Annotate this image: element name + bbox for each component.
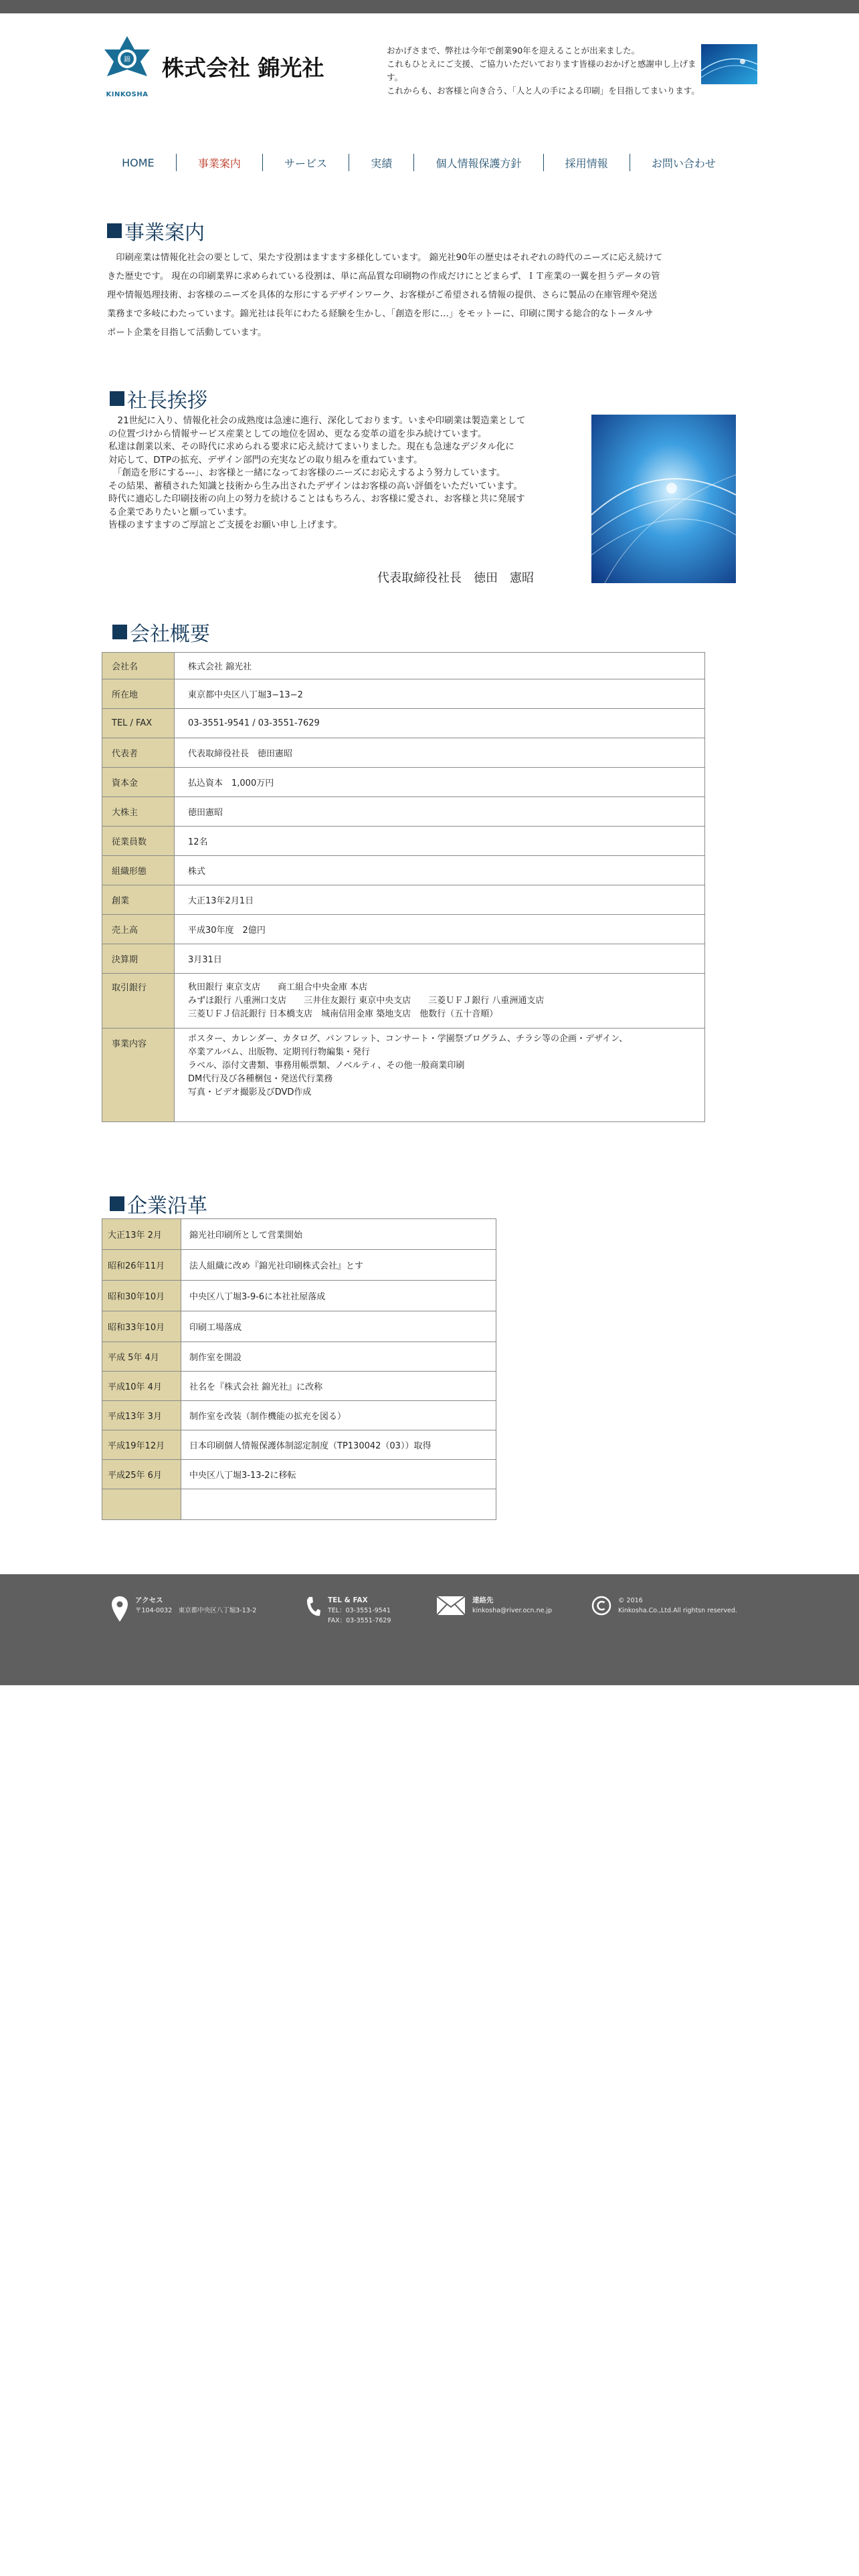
mail-icon [436, 1596, 466, 1616]
table-key: TEL / FAX [102, 709, 175, 738]
header-message-line: これもひとえにご支援、ご協力いただいております皆様のおかげと感謝申し上げます。 [387, 59, 696, 82]
table-row [102, 1372, 496, 1401]
table-value: 錦光社印刷所として営業開始 [181, 1219, 496, 1250]
table-value: 3月31日 [175, 944, 705, 974]
greeting-line: 時代に適応した印刷技術の向上の努力を続けることはもちろん、お客様に愛され、お客様と共に発展す [108, 494, 525, 504]
business-line: 業務まで多岐にわたっています。錦光社は長年にわたる経験を生かし、「創造を形に…」をモットーに、印刷に関する総合的なトータルサ [107, 309, 654, 319]
footer-access[interactable] [111, 1596, 256, 1622]
header-message [387, 44, 702, 98]
table-key: 昭和26年11月 [102, 1250, 181, 1281]
table-key: 創業 [102, 885, 175, 915]
table-key: 平成25年 6月 [102, 1460, 181, 1489]
table-row [102, 1342, 496, 1372]
footer-tel[interactable] [305, 1596, 391, 1626]
table-row [102, 1430, 496, 1460]
table-row [102, 827, 705, 856]
greeting-line: 私達は創業以来、その時代に求められる要求に応え続けてまいりました。現在も急速なデジタル化に [108, 441, 514, 452]
table-row [102, 679, 705, 709]
table-row [102, 885, 705, 915]
business-line: きた歴史です。 現在の印刷業界に求められている役割は、単に高品質な印刷物の作成だけにとどまらず、ＩＴ産業の一翼を担うデータの管 [107, 272, 660, 282]
table-row [102, 653, 705, 679]
title-square-icon [112, 625, 127, 639]
table-value: 株式 [175, 856, 705, 885]
table-row [102, 1460, 496, 1489]
title-square-icon [110, 391, 124, 406]
main-nav [100, 152, 737, 173]
table-value: 法人組織に改め『錦光社印刷株式会社』とす [181, 1250, 496, 1281]
table-value: 大正13年2月1日 [175, 885, 705, 915]
table-row [102, 1311, 496, 1342]
svg-text:錦: 錦 [124, 56, 130, 64]
nav-works[interactable]: 実績 [371, 156, 393, 170]
section-title-text: 会社概要 [130, 623, 210, 646]
table-row [102, 944, 705, 974]
section-title-text: 事業案内 [124, 221, 205, 245]
table-value: 社名を『株式会社 錦光社』に改称 [181, 1372, 496, 1401]
table-value [181, 1489, 496, 1520]
header-message-line: これからも、お客様と向き合う、「人と人の手による印刷」を目指してまいります。 [387, 86, 700, 96]
table-key: 事業内容 [102, 1029, 175, 1122]
nav-privacy[interactable]: 個人情報保護方針 [436, 156, 522, 170]
footer-tel-title: TEL & FAX [328, 1596, 368, 1604]
title-square-icon [110, 1196, 124, 1211]
table-key: 売上高 [102, 915, 175, 944]
bank-line: 三菱ＵＦＪ信託銀行 日本橋支店 城南信用金庫 築地支店 他数行（五十音順） [188, 1008, 498, 1019]
section-title-profile [112, 617, 210, 647]
logo-text: KINKOSHA [106, 91, 149, 98]
company-profile-table [102, 652, 705, 1122]
table-key: 昭和30年10月 [102, 1281, 181, 1311]
table-value: 代表取締役社長 徳田憲昭 [175, 738, 705, 768]
business-item: DM代行及び各種梱包・発送代行業務 [188, 1074, 333, 1084]
table-key: 所在地 [102, 679, 175, 709]
table-row [102, 1219, 496, 1250]
nav-contact[interactable]: お問い合わせ [651, 156, 716, 170]
section-title-business [107, 216, 205, 245]
table-key: 昭和33年10月 [102, 1311, 181, 1342]
business-line: ポート企業を目指して活動しています。 [107, 328, 267, 338]
bank-line: 秋田銀行 東京支店 商工組合中央金庫 本店 [188, 982, 368, 992]
table-value: 制作室を開設 [181, 1342, 496, 1372]
table-value: 制作室を改装（制作機能の拡充を図る） [181, 1401, 496, 1430]
business-item: ラベル、添付文書類、事務用帳票類、ノベルティ、その他一般商業印刷 [188, 1061, 465, 1071]
footer-fax-number: FAX：03-3551-7629 [328, 1617, 391, 1624]
table-key: 取引銀行 [102, 974, 175, 1029]
table-row [102, 1489, 496, 1520]
nav-recruit[interactable]: 採用情報 [565, 156, 608, 170]
footer-tel-number: TEL：03-3551-9541 [328, 1607, 391, 1614]
table-row [102, 974, 705, 1029]
table-value: 03-3551-9541 / 03-3551-7629 [175, 709, 705, 738]
top-bar [0, 0, 859, 13]
table-row [102, 768, 705, 797]
table-key: 平成10年 4月 [102, 1372, 181, 1401]
table-row [102, 1250, 496, 1281]
table-key [102, 1489, 181, 1520]
table-key: 平成13年 3月 [102, 1401, 181, 1430]
table-value: 払込資本 1,000万円 [175, 768, 705, 797]
copyright-text: Kinkosha.Co.,Ltd.All rightsn reserved. [618, 1607, 737, 1614]
greeting-line: その結果、蓄積された知識と技術から生み出されたデザインはお客様の高い評価をいただいています。 [108, 480, 522, 492]
nav-service[interactable]: サービス [284, 156, 328, 170]
table-key: 代表者 [102, 738, 175, 768]
table-value: 中央区八丁堀3-9-6に本社社屋落成 [181, 1281, 496, 1311]
table-value: 徳田憲昭 [175, 797, 705, 827]
company-name: 株式会社 錦光社 [162, 55, 324, 81]
company-logo[interactable] [102, 35, 153, 102]
table-key: 会社名 [102, 653, 175, 679]
table-key: 資本金 [102, 768, 175, 797]
footer-contact[interactable] [436, 1596, 552, 1616]
greeting-line: 「創造を形にする---」、お客様と一緒になってお客様のニーズにお応えするよう努力しています。 [108, 467, 506, 478]
greeting-line: の位置づけから情報サービス産業としての地位を固め、更なる変革の道を歩み続けています。 [108, 428, 487, 439]
table-value: 株式会社 錦光社 [175, 653, 705, 679]
table-key: 決算期 [102, 944, 175, 974]
table-row [102, 709, 705, 738]
header-image [701, 44, 757, 84]
table-key: 平成19年12月 [102, 1430, 181, 1460]
table-row [102, 1281, 496, 1311]
table-value: 東京都中央区八丁堀3−13−2 [175, 679, 705, 709]
footer-email[interactable]: kinkosha@river.ocn.ne.jp [472, 1607, 553, 1614]
header-message-line: おかげさまで、弊社は今年で創業90年を迎えることが出来ました。 [387, 45, 640, 56]
footer-contact-title: 連絡先 [472, 1596, 494, 1604]
table-key: 従業員数 [102, 827, 175, 856]
section-title-greeting [110, 384, 207, 413]
table-row [102, 856, 705, 885]
table-key: 大正13年 2月 [102, 1219, 181, 1250]
business-item: 写真・ビデオ撮影及びDVD作成 [188, 1087, 312, 1097]
footer-copyright [591, 1596, 737, 1616]
company-history-table [102, 1218, 496, 1520]
greeting-line: 対応して、DTPの拡充、デザイン部門の充実などの取り組みを重ねています。 [108, 454, 423, 465]
table-key: 平成 5年 4月 [102, 1342, 181, 1372]
table-value [175, 1029, 705, 1122]
table-value: 日本印刷個人情報保護体制認定制度（TP130042（03））取得 [181, 1430, 496, 1460]
business-item: ポスター、カレンダー、カタログ、パンフレット、コンサート・学園祭プログラム、チラシ等の企画・デザイン、 [188, 1034, 628, 1044]
section-title-text: 社長挨拶 [127, 389, 207, 413]
greeting-text [108, 415, 583, 532]
bank-line: みずほ銀行 八重洲口支店 三井住友銀行 東京中央支店 三菱ＵＦＪ銀行 八重洲通支店 [188, 995, 545, 1006]
greeting-image [591, 415, 736, 583]
nav-home[interactable]: HOME [122, 156, 155, 169]
section-title-text: 企業沿革 [127, 1194, 207, 1218]
table-row [102, 738, 705, 768]
copyright-icon [591, 1596, 611, 1616]
business-text [107, 249, 736, 342]
business-line: 印刷産業は情報化社会の要として、果たす役割はますます多様化しています。 錦光社90年の歴史はそれぞれの時代のニーズに応え続けて [107, 253, 663, 263]
table-row [102, 1401, 496, 1430]
greeting-line: 21世紀に入り、情報化社会の成熟度は急速に進行、深化しております。いまや印刷業は製造業として [108, 415, 526, 426]
phone-icon [305, 1596, 321, 1618]
business-line: 理や情報処理技術、お客様のニーズを具体的な形にするデザインワーク、お客様がご希望される情報の提供、さらに製品の在庫管理や発送 [107, 290, 658, 300]
table-key: 大株主 [102, 797, 175, 827]
table-value: 中央区八丁堀3-13-2に移転 [181, 1460, 496, 1489]
table-value: 平成30年度 2億円 [175, 915, 705, 944]
greeting-line: る企業でありたいと願っています。 [108, 506, 252, 518]
table-key: 組織形態 [102, 856, 175, 885]
nav-business[interactable]: 事業案内 [197, 156, 241, 170]
title-square-icon [107, 223, 122, 238]
table-row [102, 797, 705, 827]
table-value: 印刷工場落成 [181, 1311, 496, 1342]
logo-star-icon [102, 35, 153, 90]
president-signature: 代表取締役社長 徳田 憲昭 [377, 571, 534, 585]
table-value: 12名 [175, 827, 705, 856]
footer-access-title: アクセス [135, 1596, 163, 1604]
copyright-year: © 2016 [618, 1597, 643, 1604]
footer-address: 〒104-0032 東京都中央区八丁堀3-13-2 [135, 1607, 257, 1614]
section-title-history [110, 1189, 207, 1218]
table-value [175, 974, 705, 1029]
business-item: 卒業アルバム、出版物、定期刊行物編集・発行 [188, 1047, 370, 1057]
footer [0, 1574, 859, 1685]
table-row [102, 915, 705, 944]
greeting-line: 皆様のますますのご厚誼とご支援をお願い申し上げます。 [108, 520, 343, 530]
table-row [102, 1029, 705, 1122]
map-pin-icon [111, 1596, 128, 1622]
